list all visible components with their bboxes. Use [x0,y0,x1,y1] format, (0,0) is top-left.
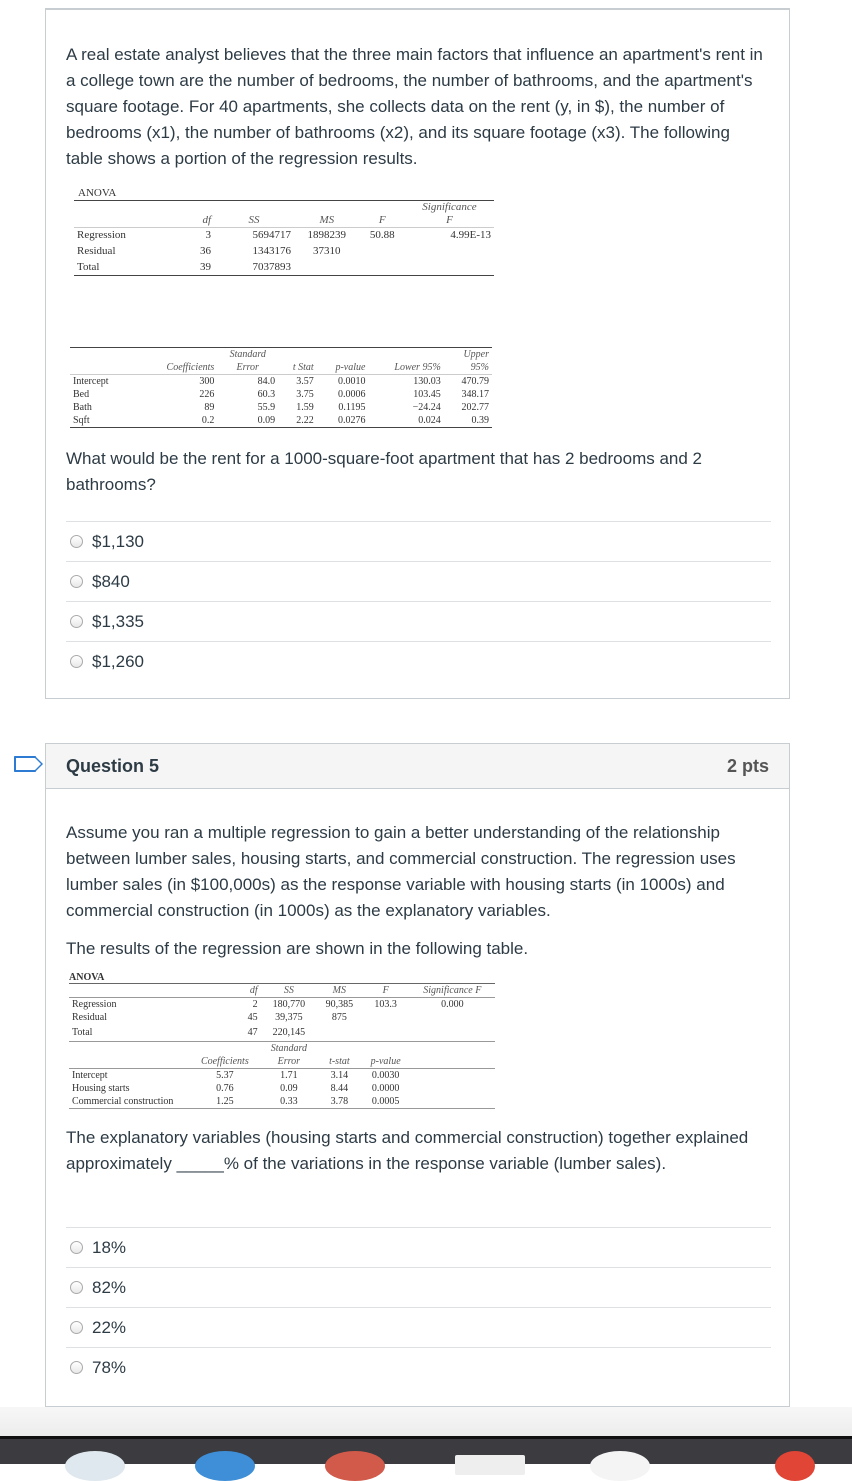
table-cell: 5.37 [216,1069,234,1081]
table-cell: −24.24 [412,402,441,413]
answer-label: $1,335 [92,611,144,631]
radio-button[interactable] [70,1361,83,1374]
answer-option[interactable] [66,1267,771,1307]
answer-label: $1,260 [92,651,144,671]
table-cell: Sqft [73,415,90,426]
table-cell: 2.22 [296,415,314,426]
header-cell: df [249,985,258,996]
header-cell: SS [248,214,260,226]
table-cell: 1.71 [280,1069,298,1081]
table-cell: Total [72,1026,93,1038]
table-cell: 0.39 [471,415,489,426]
table-row [74,228,494,244]
table-cell: 3.75 [296,389,314,400]
question-5-header [45,743,790,789]
table-row [74,260,494,276]
table-row [70,414,492,428]
anova-title: ANOVA [78,187,117,199]
question-text-2: The results of the regression are shown in the following table. [66,939,529,958]
table-cell: 39 [200,260,211,273]
table-cell: Residual [72,1012,107,1023]
table-cell: 47 [247,1026,258,1038]
table-row [69,1068,495,1082]
question-title: Question 5 [66,755,160,776]
table-cell: Residual [77,245,116,257]
table-cell: 103.45 [413,389,441,400]
table-cell: 60.3 [257,389,276,400]
radio-button[interactable] [70,1241,83,1254]
table-cell: 2 [252,999,258,1010]
question-points: 2 pts [726,755,769,776]
table-cell: 0.0010 [337,376,366,387]
table-cell: 470.79 [461,376,489,387]
dock-app-icon[interactable] [775,1451,815,1481]
table-cell: 1.25 [216,1095,234,1107]
table-cell: 0.76 [216,1082,234,1094]
table-row [74,244,494,260]
table-cell: 0.33 [280,1095,298,1107]
header-cell: Coefficients [166,362,215,373]
table-cell: 0.0276 [337,415,366,426]
table-cell: Intercept [73,376,109,387]
table-cell: 1343176 [252,245,291,257]
header-cell: MS [332,985,347,996]
question-prompt [46,1125,791,1177]
table-cell: 0.2 [201,415,215,426]
header-cell: p-value [335,362,366,373]
header-cell: MS [319,214,335,226]
table-row [69,998,495,1012]
answer-option[interactable] [66,1227,771,1267]
table-cell: 1898239 [307,229,347,242]
table-row [69,1024,495,1041]
answer-label: 78% [92,1357,127,1377]
question-5-card [45,788,790,1407]
flag-question-icon[interactable] [14,756,36,772]
question-4-card [45,8,790,699]
header-cell: Standard [229,349,266,360]
table-cell: Bed [73,389,90,400]
table-cell: 1.59 [296,402,314,413]
table-row [70,375,492,389]
answer-option[interactable] [66,641,771,681]
table-row [69,1095,495,1109]
coefficients-table [70,347,492,428]
header-cell: Upper [463,349,489,360]
table-cell: 348.17 [461,389,489,400]
table-cell: 55.9 [257,402,276,413]
dock-app-icon[interactable] [325,1451,385,1481]
header-cell: Significance F [423,985,482,996]
header-cell: df [202,214,211,226]
table-cell: 220,145 [272,1026,306,1038]
answer-blank: _____ [176,1154,224,1173]
dock-app-icon[interactable] [590,1451,650,1481]
table-cell: 84.0 [257,376,276,387]
table-cell: 0.0000 [371,1082,400,1094]
table-cell: 5694717 [252,229,291,242]
table-cell: 0.000 [441,999,464,1010]
table-row [70,388,492,401]
header-cell: F [378,214,386,226]
header-cell: Significance [422,201,477,213]
table-cell: 8.44 [330,1082,349,1094]
header-cell: Standard [270,1042,307,1054]
table-cell: 0.0005 [371,1095,400,1107]
table-cell: Commercial construction [72,1095,174,1107]
table-cell: 130.03 [413,376,441,387]
table-cell: 0.024 [418,415,441,426]
table-cell: 3.14 [330,1069,349,1081]
table-row [69,1011,495,1024]
radio-button[interactable] [70,535,83,548]
table-cell: 89 [204,402,215,413]
anova-title: ANOVA [69,972,105,983]
answer-label: $1,130 [92,531,144,551]
answer-label: $840 [92,571,130,591]
header-cell: Error [236,362,259,373]
answer-list [66,1227,771,1387]
table-cell: 226 [199,389,215,400]
table-cell: Housing starts [72,1082,130,1094]
table-cell: Total [77,260,100,273]
table-cell: Regression [77,229,126,242]
taskbar-dock [0,1436,852,1464]
radio-button[interactable] [70,1281,83,1294]
table-cell: The explanatory variables (housing starts and commercial construction) together explained approximately [66,1128,749,1173]
header-cell: t-stat [329,1055,350,1067]
radio-button[interactable] [70,575,83,588]
table-cell: 0.0006 [337,389,366,400]
answer-label: 22% [92,1317,127,1337]
table-cell: 7037893 [252,260,291,273]
table-cell: 202.77 [461,402,489,413]
table-cell: Bath [73,402,92,413]
answer-label: 18% [92,1237,127,1257]
header-cell: Coefficients [200,1055,249,1067]
header-cell: SS [283,985,294,996]
table-cell: 0.1195 [338,402,366,413]
table-cell: 36 [200,245,211,257]
answer-list [66,521,771,681]
header-cell: F [446,214,453,226]
header-cell: 95% [470,362,489,373]
table-row [70,401,492,414]
answer-option[interactable] [66,561,771,601]
table-cell: 103.3 [374,999,397,1010]
table-cell: % of the variations in the response variable (lumber sales). [223,1154,667,1173]
header-cell: F [382,985,389,996]
dock-app-icon[interactable] [455,1455,525,1475]
header-cell: t Stat [292,362,314,373]
anova-table [74,187,494,276]
table-cell: 37310 [313,245,341,257]
table-cell: 3.57 [296,376,314,387]
table-cell: 39,375 [275,1012,303,1023]
table-cell: 0.09 [280,1082,298,1094]
table-cell: 0.0030 [371,1069,400,1081]
table-cell: 180,770 [272,999,306,1010]
question-text: Assume you ran a multiple regression to gain a better understanding of the relationship between lumber sales, housing starts, and commercial construction. The regression uses lumber sales (in $100,000s) as the response variable with housing starts (in 1000s) and commercial construction (in 1000s) as the explanatory variables. [66,823,736,920]
table-row [69,1082,495,1095]
answer-option[interactable] [66,1347,771,1387]
radio-button[interactable] [70,655,83,668]
table-cell: 3 [205,229,211,242]
table-cell: 3.78 [330,1095,349,1107]
table-cell: 45 [247,1012,258,1023]
table-cell: 875 [331,1012,347,1023]
anova-table [69,972,495,1109]
radio-button[interactable] [70,615,83,628]
question-prompt: What would be the rent for a 1000-square-foot apartment that has 2 bedrooms and 2 bathrooms? [66,449,702,494]
table-cell: 50.88 [369,229,395,242]
table-cell: 0.09 [257,415,276,426]
table-cell: 90,385 [325,999,354,1010]
header-cell: p-value [370,1055,401,1067]
question-text: A real estate analyst believes that the three main factors that influence an apartment's rent in a college town are the number of bedrooms, the number of bathrooms, and the apartment's square footage. For 40 apartments, she collects data on the rent (y, in $), the number of bedrooms (x1), the number of bathrooms (x2), and its square footage (x3). The following table shows a portion of the regression results. [66,45,763,168]
dock-app-icon[interactable] [195,1451,255,1481]
radio-button[interactable] [70,1321,83,1334]
table-cell: Regression [72,999,117,1010]
header-cell: Error [277,1055,301,1067]
table-cell: 300 [199,376,215,387]
answer-option[interactable] [66,1307,771,1347]
table-cell: Intercept [72,1069,108,1081]
answer-option[interactable] [66,601,771,641]
table-cell: 4.99E-13 [450,229,491,242]
page-bottom [0,1407,852,1437]
answer-option[interactable] [66,521,771,561]
answer-label: 82% [92,1277,127,1297]
dock-app-icon[interactable] [65,1451,125,1481]
header-cell: Lower 95% [394,362,441,373]
